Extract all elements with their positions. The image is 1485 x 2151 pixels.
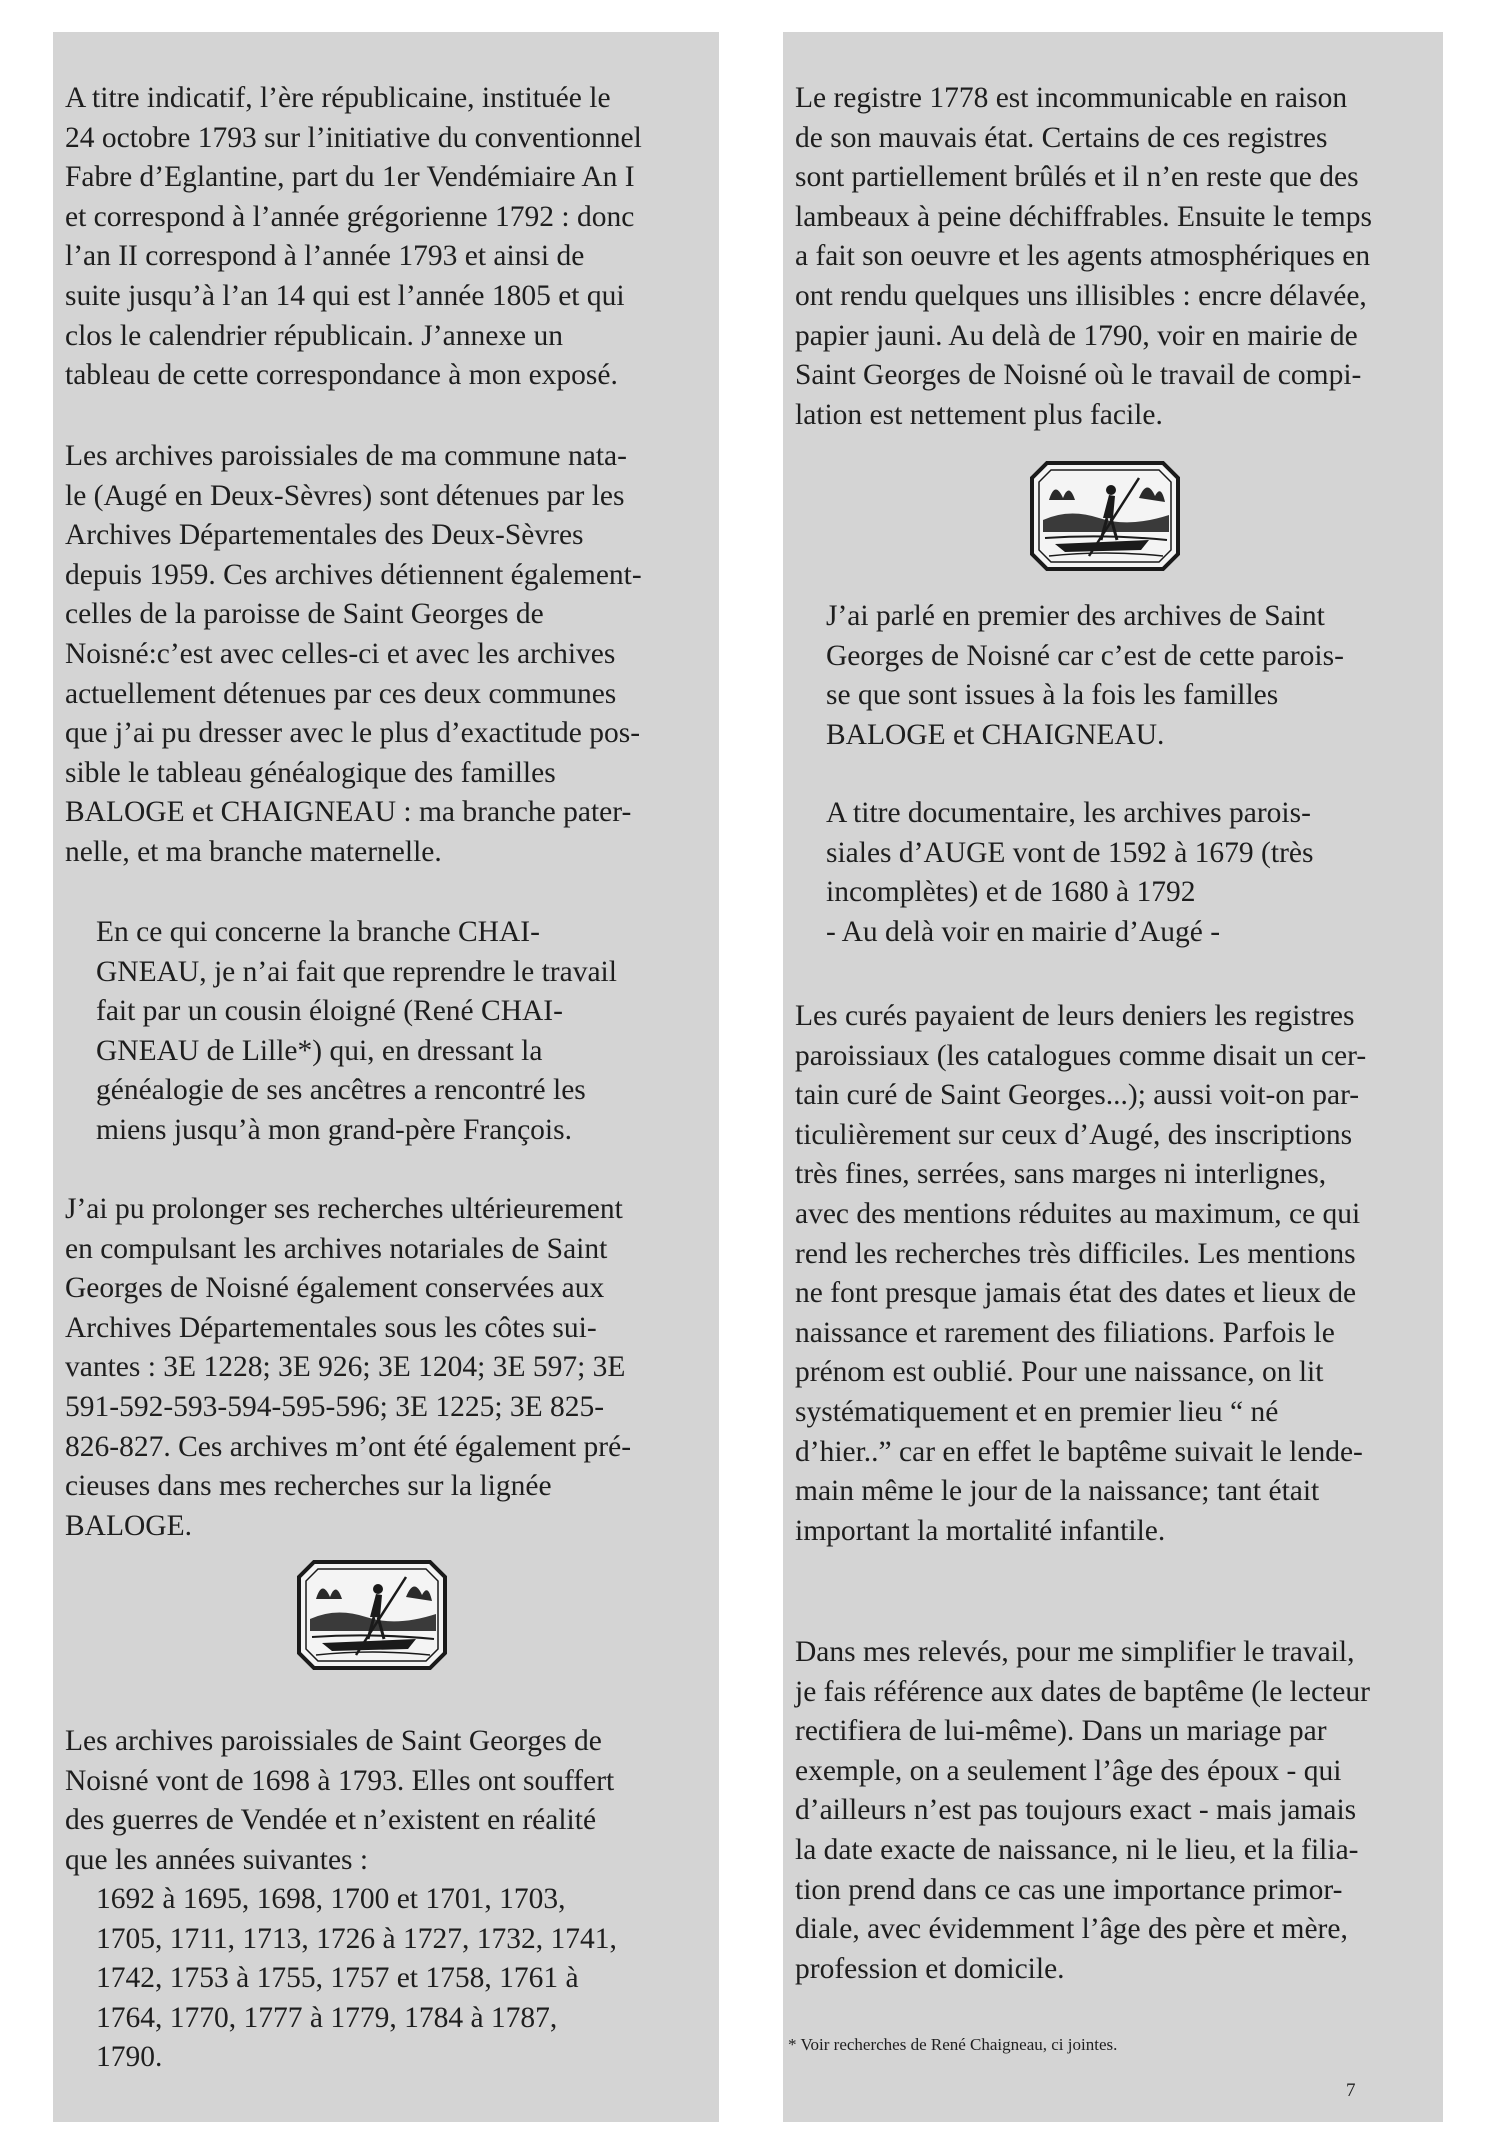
- paragraph-cures-registers: Les curés payaient de leurs deniers les registres paroissiaux (les catalogues comme disait un cer- tain curé de Saint Georges...); aussi voit-on par- ticulièrement sur ceux d’Augé, des inscriptions très fines, serrées, sans marges ni interlignes, avec des mentions réduites au maximum, ce qui rend les recherches très difficiles. Les mentions ne font presque jamais état des dates et lieux de naissance et rarement des filiations. Parfois le prénom est oublié. Pour une naissance, on lit systématiquement et en premier lieu “ né d’hier..” car en effet le baptême suivait le lende- main même le jour de la naissance; tant était important la mortalité infantile.: [795, 1000, 1367, 1547]
- boatman-vignette-svg: [296, 1559, 448, 1671]
- paragraph-register-1778: Le registre 1778 est incommunicable en raison de son mauvais état. Certains de ces registres sont partiellement brûlés et il n’en reste que des lambeaux à peine déchiffrables. Ensuite le temps a fait son oeuvre et les agents atmosphériques en ont rendu quelques uns illisibles : encre délavée, papier jauni. Au delà de 1790, voir en mairie de Saint Georges de Noisné où le travail de compi- lation est nettement plus facile.: [795, 82, 1372, 431]
- paragraph-auge-documentary: A titre documentaire, les archives parois- siales d’AUGE vont de 1592 à 1679 (très incomplètes) et de 1680 à 1792 - Au delà voir en mairie d’Augé -: [826, 797, 1314, 948]
- paragraph-saint-georges-archives: Les archives paroissiales de Saint Georges de Noisné vont de 1698 à 1793. Elles ont souffert des guerres de Vendée et n’existent en réalité que les années suivantes :: [65, 1725, 615, 1876]
- footnote: * Voir recherches de René Chaigneau, ci jointes.: [788, 2035, 1118, 2054]
- boatman-vignette-svg: [1029, 460, 1181, 572]
- paragraph-parish-archives-auge: Les archives paroissiales de ma commune nata- le (Augé en Deux-Sèvres) sont détenues par les Archives Départementales des Deux-Sèvres depuis 1959. Ces archives détiennent également- celles de la paroisse de Saint Georges de Noisné:c’est avec celles-ci et avec les archives actuellement détenues par ces deux communes que j’ai pu dresser avec le plus d’exactitude pos- sible le tableau généalogique des familles BALOGE et CHAIGNEAU : ma branche pater- nelle, et ma branche maternelle.: [65, 440, 642, 868]
- paragraph-baptism-dates: Dans mes relevés, pour me simplifier le travail, je fais référence aux dates de baptême (le lecteur rectifiera de lui-même). Dans un mariage par exemple, on a seulement l’âge des époux - qui d’ailleurs n’est pas toujours exact - mais jamais la date exacte de naissance, ni le lieu, et la filia- tion prend dans ce cas une importance primor- diale, avec évidemment l’âge des père et mère, profession et domicile.: [795, 1636, 1370, 1985]
- paragraph-available-years: 1692 à 1695, 1698, 1700 et 1701, 1703, 1705, 1711, 1713, 1726 à 1727, 1732, 1741, 1742, 1753 à 1755, 1757 et 1758, 1761 à 1764, 1770, 1777 à 1779, 1784 à 1787, 1790.: [96, 1883, 617, 2074]
- boatman-vignette-icon: [296, 1559, 448, 1671]
- paragraph-republican-calendar: A titre indicatif, l’ère républicaine, instituée le 24 octobre 1793 sur l’initiative du conventionnel Fabre d’Eglantine, part du 1er Vendémiaire An I et correspond à l’année grégorienne 1792 : donc l’an II correspond à l’année 1793 et ainsi de suite jusqu’à l’an 14 qui est l’année 1805 et qui clos le calendrier républicain. J’annexe un tableau de cette correspondance à mon exposé.: [65, 82, 642, 392]
- paragraph-notarial-archives: J’ai pu prolonger ses recherches ultérieurement en compulsant les archives notariales de Saint Georges de Noisné également conservées aux Archives Départementales sous les côtes sui- vantes : 3E 1228; 3E 926; 3E 1204; 3E 597; 3E 591-592-593-594-595-596; 3E 1225; 3E 825- 826-827. Ces archives m’ont été également pré- cieuses dans mes recherches sur la lignée BALOGE.: [65, 1193, 632, 1542]
- paragraph-first-archives: J’ai parlé en premier des archives de Saint Georges de Noisné car c’est de cette parois- se que sont issues à la fois les familles BALOGE et CHAIGNEAU.: [826, 600, 1344, 751]
- paragraph-chaigneau-branch: En ce qui concerne la branche CHAI- GNEAU, je n’ai fait que reprendre le travail fait par un cousin éloigné (René CHAI- GNEAU de Lille*) qui, en dressant la généalogie de ses ancêtres a rencontré les miens jusqu’à mon grand-père François.: [96, 916, 617, 1146]
- page-number: 7: [1346, 2080, 1356, 2101]
- right-column: [783, 32, 1443, 2122]
- boatman-vignette-icon: [1029, 460, 1181, 572]
- left-column: [53, 32, 719, 2122]
